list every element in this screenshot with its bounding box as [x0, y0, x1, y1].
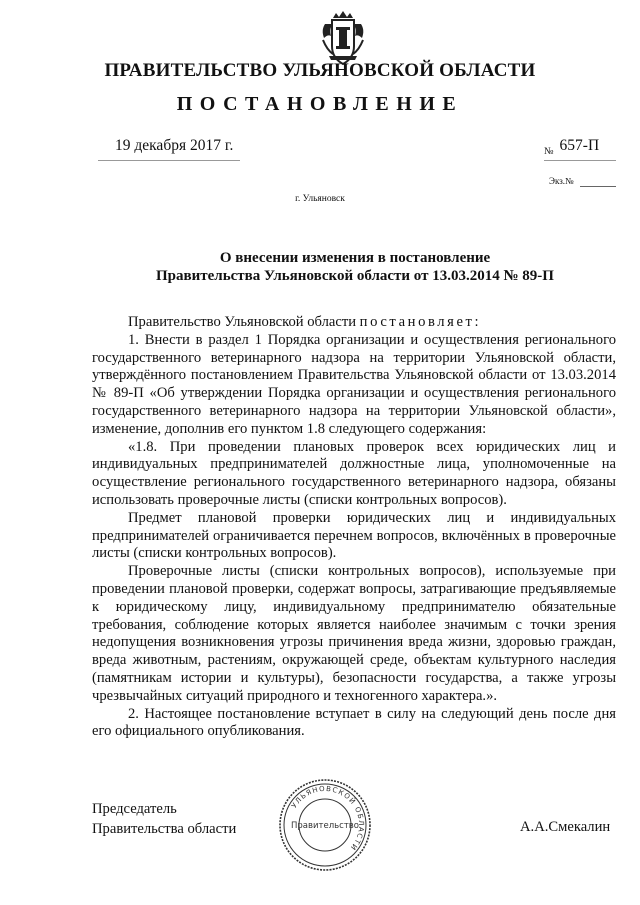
paragraph-1: 1. Внести в раздел 1 Порядка организации и осуществления регионального государственного ветеринарного надзора на территории Ульяновской области, утверждённого постановлением Правительства Ульяновской области от 13.03.2014 № 89-П «Об утверждении Порядка организации и осуществления регионального государственного ветеринарного надзора на территории Ульяновской области», изменение, дополнив его пунктом 1.8 следующего содержания:	[92, 331, 616, 437]
signer-title	[92, 799, 236, 839]
document-number: 657-П	[559, 137, 600, 154]
document-body	[92, 314, 616, 741]
document-number-block	[544, 137, 599, 157]
svg-text:УЛЬЯНОВСКОЙ ОБЛАСТИ: УЛЬЯНОВСКОЙ ОБЛАСТИ	[290, 784, 366, 853]
document-date: 19 декабря 2017 г.	[115, 137, 234, 154]
document-subject	[0, 249, 640, 285]
organization-title: ПРАВИТЕЛЬСТВО УЛЬЯНОВСКОЙ ОБЛАСТИ	[104, 60, 536, 81]
signer-title-line-2: Правительства области	[92, 821, 237, 837]
signer-name: А.А.Смекалин	[520, 819, 611, 835]
paragraph-subject: Предмет плановой проверки юридических лиц и индивидуальных предпринимателей ограничивается перечнем вопросов, включённых в проверочные листы (списки контрольных вопросов).	[92, 509, 616, 562]
subject-line-1: О внесении изменения в постановление	[219, 250, 491, 266]
paragraph-checklists: Проверочные листы (списки контрольных вопросов), используемые при проведении плановой проверки, содержат вопросы, затрагивающие предъявляемые к юридическому лицу, индивидуальному предпринимателю обязательные требования, соблюдение которых является наиболее значимым с точки зрения недопущения возникновения угрозы причинения вреда жизни, здоровью граждан, вреда животным, растениям, окружающей среде, объектам культурного наследия (памятникам истории и культуры), безопасности государства, а также угрозы чрезвычайных ситуаций природного и техногенного характера.».	[92, 563, 616, 704]
subject-line-2: Правительства Ульяновской области от 13.03.2014 № 89-П	[156, 268, 554, 284]
signer-title-line-1: Председатель	[92, 801, 177, 817]
paragraph-2: 2. Настоящее постановление вступает в силу на следующий день после дня его официального опубликования.	[92, 705, 616, 740]
paragraph-1-8: «1.8. При проведении плановых проверок всех юридических лиц и индивидуальных предпринимателей должностные лица, уполномоченные на осуществление регионального государственного ветеринарного надзора, обязаны использовать проверочные листы (списки контрольных вопросов).	[92, 438, 616, 508]
date-underline	[98, 160, 240, 161]
number-underline	[544, 160, 616, 161]
intro-verb: постановляет:	[359, 314, 482, 330]
intro-paragraph	[92, 314, 616, 332]
official-seal-stamp	[277, 777, 373, 873]
copy-number-line	[580, 186, 616, 187]
number-sign: №	[544, 146, 554, 157]
document-type-title: ПОСТАНОВЛЕНИЕ	[176, 93, 464, 115]
intro-prefix: Правительство Ульяновской области	[128, 314, 360, 330]
svg-text:Правительство: Правительство	[291, 821, 359, 831]
city-label: г. Ульяновск	[295, 194, 345, 204]
copy-number-label: Экз.№	[549, 176, 574, 186]
